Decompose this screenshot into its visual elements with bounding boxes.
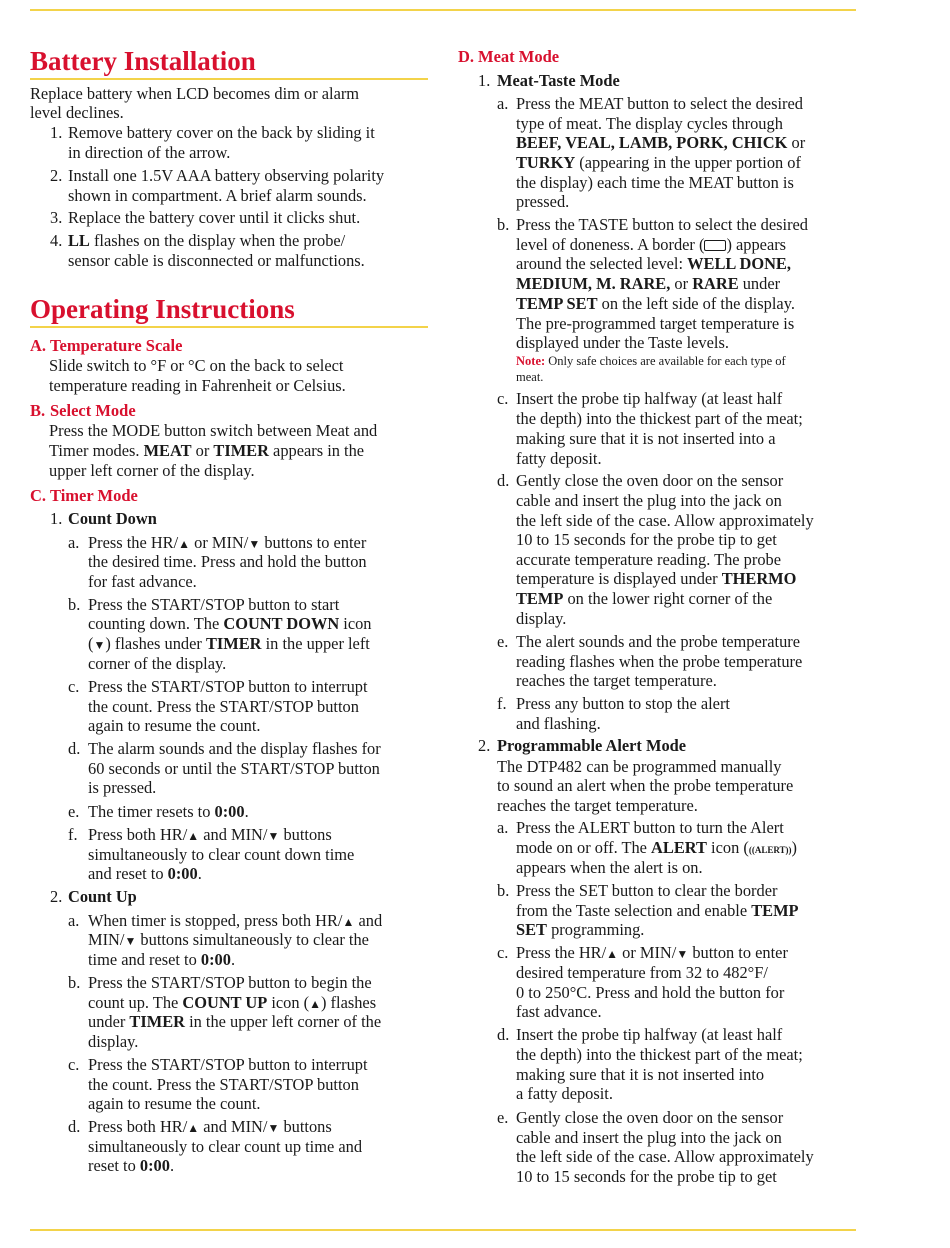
step-text: reset to 0:00. [88, 1156, 175, 1175]
battery-intro-line: level declines. [30, 103, 124, 122]
step-text: for fast advance. [88, 572, 197, 591]
operating-heading-rule [30, 326, 428, 328]
section-c-heading: C. Timer Mode [30, 486, 138, 505]
step-text: Press the ALERT button to turn the Alert [516, 818, 784, 837]
step-letter: a. [68, 533, 80, 552]
step-text: Press the TASTE button to select the desired [516, 215, 808, 234]
up-arrow-icon: ▲ [178, 537, 191, 551]
count-up-num: 2. [50, 887, 63, 906]
down-arrow-icon: ▼ [124, 934, 137, 948]
step-text: 10 to 15 seconds for the probe tip to get [516, 530, 777, 549]
step-text: simultaneously to clear count up time and [88, 1137, 363, 1156]
battery-step-text: Remove battery cover on the back by sliding it [68, 123, 375, 142]
step-text: displayed under the Taste levels. [516, 333, 729, 352]
step-text: making sure that it is not inserted into a [516, 429, 776, 448]
top-rule [30, 9, 856, 11]
step-text: the count. Press the START/STOP button [88, 1075, 359, 1094]
battery-step-text: Install one 1.5V AAA battery observing polarity [68, 166, 385, 185]
section-b-text: upper left corner of the display. [49, 461, 255, 480]
step-text: The timer resets to 0:00. [88, 802, 249, 821]
step-text: Press the START/STOP button to begin the [88, 973, 372, 992]
battery-step-text: Replace the battery cover until it clicks shut. [68, 208, 361, 227]
battery-step-num: 2. [50, 166, 63, 185]
step-letter: b. [68, 973, 81, 992]
step-text: the left side of the case. Allow approximately [516, 511, 814, 530]
battery-heading: Battery Installation [30, 46, 256, 76]
step-text: Press the SET button to clear the border [516, 881, 778, 900]
step-letter: a. [68, 911, 80, 930]
down-arrow-icon: ▼ [248, 537, 261, 551]
step-text: cable and insert the plug into the jack on [516, 491, 782, 510]
step-text: the depth) into the thickest part of the meat; [516, 1045, 803, 1064]
step-text: again to resume the count. [88, 1094, 261, 1113]
step-text: display. [516, 609, 567, 628]
step-text: again to resume the count. [88, 716, 261, 735]
step-text: the depth) into the thickest part of the meat; [516, 409, 803, 428]
up-arrow-icon: ▲ [342, 915, 355, 929]
note-text: meat. [516, 370, 544, 384]
step-text: is pressed. [88, 778, 157, 797]
step-letter: b. [497, 215, 510, 234]
section-b-text: Timer modes. MEAT or TIMER appears in the [49, 441, 365, 460]
battery-step-num: 4. [50, 231, 63, 250]
step-letter: f. [68, 825, 78, 844]
step-text: Press the START/STOP button to interrupt [88, 677, 368, 696]
step-text: counting down. The COUNT DOWN icon [88, 614, 372, 633]
step-text: 0 to 250°C. Press and hold the button for [516, 983, 785, 1002]
down-arrow-icon: ▼ [676, 947, 689, 961]
section-a-text: temperature reading in Fahrenheit or Celsius. [49, 376, 346, 395]
ll-code: LL [68, 231, 90, 250]
step-text: cable and insert the plug into the jack on [516, 1128, 782, 1147]
step-text: Press the HR/▲ or MIN/▼ button to enter [516, 943, 788, 962]
step-text: BEEF, VEAL, LAMB, PORK, CHICK or [516, 133, 806, 152]
step-letter: e. [497, 632, 509, 651]
step-text: count up. The COUNT UP icon (▲) flashes [88, 993, 377, 1012]
battery-step-num: 1. [50, 123, 63, 142]
step-text: TURKY (appearing in the upper portion of [516, 153, 801, 172]
step-text: a fatty deposit. [516, 1084, 613, 1103]
step-letter: b. [68, 595, 81, 614]
alert-title: Programmable Alert Mode [497, 736, 687, 755]
step-text: The pre-programmed target temperature is [516, 314, 795, 333]
alert-intro: The DTP482 can be programmed manually [497, 757, 782, 776]
down-arrow-icon: ▼ [267, 1121, 280, 1135]
section-a-heading: A. Temperature Scale [30, 336, 183, 355]
step-letter: d. [68, 739, 81, 758]
alert-intro: reaches the target temperature. [497, 796, 698, 815]
step-text: pressed. [516, 192, 570, 211]
step-text: TEMP SET on the left side of the display. [516, 294, 795, 313]
step-text: Press the START/STOP button to interrupt [88, 1055, 368, 1074]
step-text: making sure that it is not inserted into [516, 1065, 765, 1084]
battery-step-text: shown in compartment. A brief alarm sounds. [68, 186, 367, 205]
step-text: reaches the target temperature. [516, 671, 717, 690]
section-b-heading: B. Select Mode [30, 401, 136, 420]
step-text: temperature is displayed under THERMO [516, 569, 797, 588]
note-text: Note: Only safe choices are available for each type of [516, 354, 786, 368]
step-text: type of meat. The display cycles through [516, 114, 783, 133]
step-text: corner of the display. [88, 654, 227, 673]
step-letter: c. [497, 943, 509, 962]
step-text: fatty deposit. [516, 449, 602, 468]
battery-intro-line: Replace battery when LCD becomes dim or alarm [30, 84, 360, 103]
count-up-icon: ▲ [309, 997, 321, 1011]
step-letter: c. [68, 677, 80, 696]
taste-title: Meat-Taste Mode [497, 71, 620, 90]
step-text: Insert the probe tip halfway (at least half [516, 1025, 783, 1044]
step-text: Press the MEAT button to select the desired [516, 94, 803, 113]
step-letter: d. [68, 1117, 81, 1136]
step-letter: a. [497, 94, 509, 113]
step-text: the count. Press the START/STOP button [88, 697, 359, 716]
operating-heading: Operating Instructions [30, 294, 295, 324]
step-text: time and reset to 0:00. [88, 950, 236, 969]
step-letter: b. [497, 881, 510, 900]
step-letter: d. [497, 1025, 510, 1044]
step-text: desired temperature from 32 to 482°F/ [516, 963, 768, 982]
step-text: the desired time. Press and hold the button [88, 552, 367, 571]
count-up-title: Count Up [68, 887, 137, 906]
step-text: Press any button to stop the alert [516, 694, 730, 713]
step-text: mode on or off. The ALERT icon (((ALERT))) [516, 838, 797, 857]
down-arrow-icon: ▼ [267, 829, 280, 843]
step-text: appears when the alert is on. [516, 858, 703, 877]
taste-num: 1. [478, 71, 491, 90]
step-text: from the Taste selection and enable TEMP [516, 901, 799, 920]
step-text: level of doneness. A border ( ) appears [516, 235, 787, 254]
step-text: simultaneously to clear count down time [88, 845, 355, 864]
battery-step-text: in direction of the arrow. [68, 143, 231, 162]
battery-step-num: 3. [50, 208, 63, 227]
step-text: accurate temperature reading. The probe [516, 550, 781, 569]
section-b-text: Press the MODE button switch between Meat and [49, 421, 378, 440]
step-text: Press both HR/▲ and MIN/▼ buttons [88, 1117, 332, 1136]
step-text: the left side of the case. Allow approximately [516, 1147, 814, 1166]
battery-step-text: LL flashes on the display when the probe/ [68, 231, 346, 250]
border-box-icon [704, 240, 726, 251]
section-d-heading: D. Meat Mode [458, 47, 560, 66]
count-down-num: 1. [50, 509, 63, 528]
up-arrow-icon: ▲ [606, 947, 619, 961]
alert-icon: ((ALERT)) [748, 845, 792, 855]
step-text: display. [88, 1032, 139, 1051]
step-text: (▼) flashes under TIMER in the upper left [88, 634, 370, 653]
step-text: MIN/▼ buttons simultaneously to clear the [88, 930, 369, 949]
alert-num: 2. [478, 736, 491, 755]
step-text: When timer is stopped, press both HR/▲ and [88, 911, 383, 930]
step-letter: f. [497, 694, 507, 713]
battery-heading-rule [30, 78, 428, 80]
section-a-text: Slide switch to °F or °C on the back to select [49, 356, 344, 375]
up-arrow-icon: ▲ [187, 829, 200, 843]
step-text: fast advance. [516, 1002, 602, 1021]
step-letter: d. [497, 471, 510, 490]
step-text: 10 to 15 seconds for the probe tip to get [516, 1167, 777, 1186]
step-text: TEMP on the lower right corner of the [516, 589, 773, 608]
step-text: Press the HR/▲ or MIN/▼ buttons to enter [88, 533, 367, 552]
step-text: Gently close the oven door on the sensor [516, 471, 784, 490]
step-text: and flashing. [516, 714, 601, 733]
step-text: Gently close the oven door on the sensor [516, 1108, 784, 1127]
step-text: The alarm sounds and the display flashes for [88, 739, 381, 758]
step-text: the display) each time the MEAT button is [516, 173, 794, 192]
up-arrow-icon: ▲ [187, 1121, 200, 1135]
step-letter: e. [497, 1108, 509, 1127]
step-text: Press the START/STOP button to start [88, 595, 340, 614]
step-text: around the selected level: WELL DONE, [516, 254, 791, 273]
step-letter: c. [68, 1055, 80, 1074]
battery-step-text: sensor cable is disconnected or malfunctions. [68, 251, 365, 270]
step-text: Press both HR/▲ and MIN/▼ buttons [88, 825, 332, 844]
alert-intro: to sound an alert when the probe temperature [497, 776, 794, 795]
step-text: MEDIUM, M. RARE, or RARE under [516, 274, 781, 293]
step-letter: e. [68, 802, 80, 821]
step-text: The alert sounds and the probe temperature [516, 632, 800, 651]
count-down-icon: ▼ [93, 638, 106, 652]
step-text: SET programming. [516, 920, 645, 939]
step-text: 60 seconds or until the START/STOP button [88, 759, 380, 778]
step-letter: c. [497, 389, 509, 408]
step-text: Insert the probe tip halfway (at least half [516, 389, 783, 408]
step-letter: a. [497, 818, 509, 837]
count-down-title: Count Down [68, 509, 157, 528]
step-text: and reset to 0:00. [88, 864, 202, 883]
bottom-rule [30, 1229, 856, 1231]
step-text: under TIMER in the upper left corner of the [88, 1012, 382, 1031]
step-text: reading flashes when the probe temperature [516, 652, 803, 671]
